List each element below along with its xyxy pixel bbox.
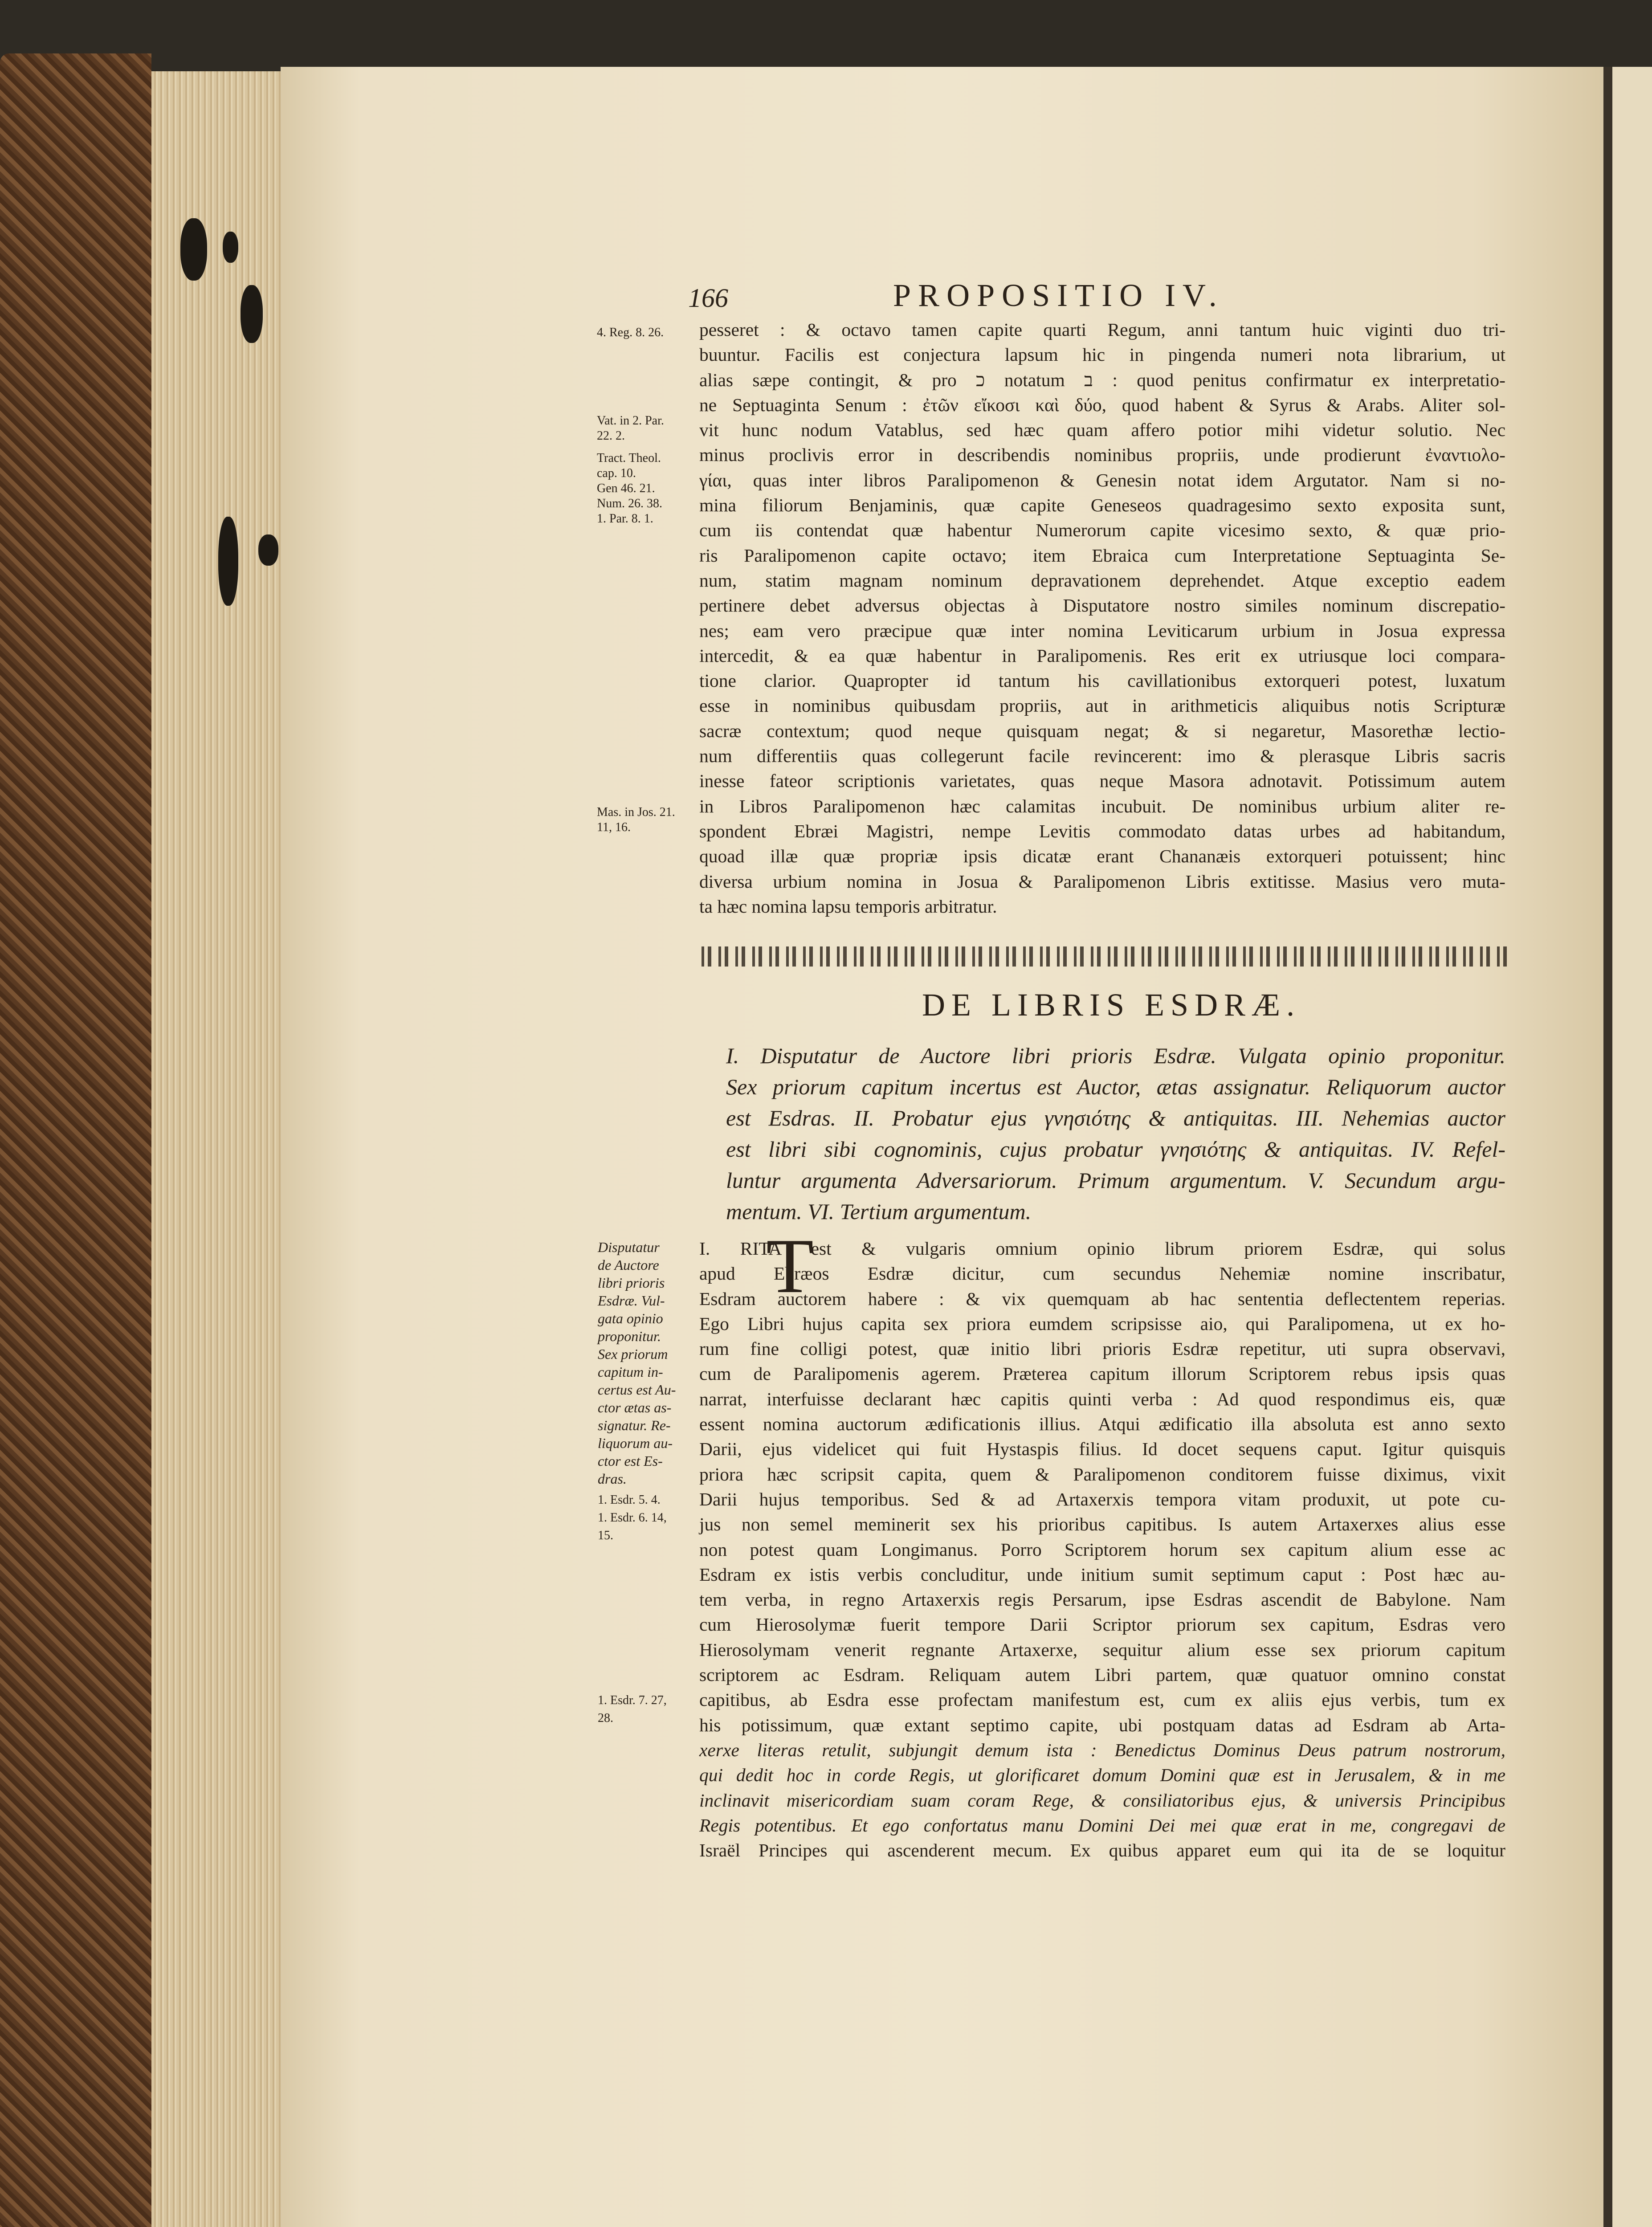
text-line: esse in nominibus quibusdam propriis, aut in arithmeticis aliquibus notis Scripturæ bbox=[699, 695, 1505, 716]
text-line: sacræ contextum; quod neque quisquam negat; & si negaretur, Masorethæ lectio- bbox=[699, 720, 1505, 741]
summary-line: luntur argumenta Adversariorum. Primum argumentum. V. Secundum argu- bbox=[726, 1168, 1505, 1193]
margin-note: proponitur. bbox=[598, 1328, 661, 1344]
text-line: quoad illæ quæ propriæ ipsis dicatæ erant Chananæis extorqueri potuissent; hinc bbox=[699, 846, 1505, 867]
text-line: ne Septuaginta Senum : ἐτῶν εἴκοσι καὶ δύο, quod habent & Syrus & Arabs. Aliter sol- bbox=[699, 394, 1505, 415]
text-line: γίαι, quas inter libros Paralipomenon & Genesin notat idem Argutator. Nam si no- bbox=[699, 469, 1505, 490]
margin-notes-top bbox=[597, 325, 697, 835]
chapter-summary bbox=[726, 1040, 1505, 1227]
margin-note: ctor ætas as- bbox=[598, 1399, 672, 1415]
margin-note: 22. 2. bbox=[597, 429, 625, 443]
text-line: qui dedit hoc in corde Regis, ut glorificaret domum Domini quæ est in Jerusalem, & in me bbox=[699, 1765, 1505, 1786]
text-line: scriptorem ac Esdram. Reliquam autem Libri partem, quæ quatuor omnino constat bbox=[699, 1664, 1505, 1685]
margin-note: signatur. Re- bbox=[598, 1417, 671, 1433]
margin-note: de Auctore bbox=[598, 1257, 659, 1273]
text-line: ris Paralipomenon capite octavo; item Ebraica cum Interpretatione Septuaginta Se- bbox=[699, 545, 1505, 566]
text-line: tione clarior. Quapropter id tantum his cavillationibus extorqueri potest, luxatum bbox=[699, 670, 1505, 691]
margin-note: 1. Esdr. 6. 14, bbox=[598, 1511, 667, 1525]
ornamental-divider bbox=[702, 946, 1508, 967]
text-line: Esdram ex istis verbis concluditur, unde initium sumit septimum caput : Post hæc au- bbox=[699, 1564, 1505, 1585]
book-binding-left bbox=[0, 53, 151, 2227]
margin-note: Tract. Theol. bbox=[597, 451, 661, 465]
text-line: jus non semel meminerit sex his prioribus capitibus. Is autem Artaxerxes alius esse bbox=[699, 1514, 1505, 1535]
margin-note: 1. Par. 8. 1. bbox=[597, 512, 653, 526]
text-line: narrat, interfuisse declarant hæc capitis quinti verba : Ad quod respondimus eis, quæ bbox=[699, 1388, 1505, 1409]
text-line: alias sæpe contingit, & pro כ notatum ב : quod penitus confirmatur ex interpretatio- bbox=[699, 369, 1505, 390]
margin-note: Num. 26. 38. bbox=[597, 497, 662, 510]
margin-note: 4. Reg. 8. 26. bbox=[597, 326, 664, 339]
text-line: cum iis contendat quæ habentur Numerorum capite vicesimo sexto, & quæ prio- bbox=[699, 520, 1505, 541]
body-text-bottom bbox=[699, 1236, 1505, 1863]
text-line: diversa urbium nomina in Josua & Paralipomenon Libris extitisse. Masius vero muta- bbox=[699, 871, 1505, 892]
margin-notes-bottom bbox=[598, 1238, 693, 1727]
margin-note: Gen 46. 21. bbox=[597, 481, 655, 495]
summary-line: Sex priorum capitum incertus est Auctor, ætas assignatur. Reliquorum auctor bbox=[726, 1074, 1505, 1099]
margin-note: 11, 16. bbox=[597, 820, 631, 834]
text-line: Hierosolymam venerit regnante Artaxerxe, sequitur alium esse sex priorum capitum bbox=[699, 1639, 1505, 1660]
text-line: Esdram auctorem habere : & vix quemquam ab hac sententia deflectentem reperias. bbox=[699, 1288, 1505, 1309]
margin-note: capitum in- bbox=[598, 1364, 663, 1380]
margin-note: dras. bbox=[598, 1471, 627, 1487]
text-line: his potissimum, quæ extant septimo capite, ubi postquam datas ad Esdram ab Arta- bbox=[699, 1714, 1505, 1735]
text-line: Darii, ejus videlicet qui fuit Hystaspis filius. Id docet sequens caput. Igitur quisquis bbox=[699, 1439, 1505, 1460]
text-line: pesseret : & octavo tamen capite quarti Regum, anni tantum huic viginti duo tri- bbox=[699, 319, 1505, 340]
margin-note: 28. bbox=[598, 1711, 613, 1725]
text-line: inclinavit misericordiam suam coram Rege, & consiliatoribus ejus, & universis Principibus bbox=[699, 1790, 1505, 1811]
text-line: Israël Principes qui ascenderent mecum. Ex quibus apparet eum qui ita de se loquitur bbox=[699, 1840, 1505, 1861]
margin-note: 1. Esdr. 5. 4. bbox=[598, 1493, 661, 1507]
text-line: minus proclivis error in describendis nominibus propriis, unde prodierunt ἐναντιολο- bbox=[699, 445, 1505, 465]
margin-note: liquorum au- bbox=[598, 1435, 673, 1451]
summary-line: I. Disputatur de Auctore libri prioris Esdræ. Vulgata opinio proponitur. bbox=[726, 1043, 1505, 1068]
text-line: num, statim magnam nominum depravationem deprehendet. Atque exceptio eadem bbox=[699, 570, 1505, 591]
summary-line: mentum. VI. Tertium argumentum. bbox=[726, 1199, 1032, 1224]
text-line: num differentiis quas collegerunt facile revincerent: imo & plerasque Libris sacris bbox=[699, 746, 1505, 767]
facing-page-edge bbox=[1603, 67, 1652, 2227]
margin-note: Sex priorum bbox=[598, 1346, 668, 1362]
text-line: I. RITA est & vulgaris omnium opinio librum priorem Esdræ, qui solus bbox=[699, 1238, 1505, 1259]
text-line: apud Ebræos Esdræ dicitur, cum secundus Nehemiæ nomine inscribatur, bbox=[699, 1263, 1505, 1284]
margin-note: ctor est Es- bbox=[598, 1453, 663, 1469]
text-line: tem verba, in regno Artaxerxis regis Persarum, ipse Esdras ascendit de Babylone. Nam bbox=[699, 1589, 1505, 1610]
margin-note: Esdræ. Vul- bbox=[598, 1293, 665, 1309]
text-line: nes; eam vero præcipue quæ inter nomina Leviticarum urbium in Josua expressa bbox=[699, 620, 1505, 641]
text-line: essent nomina auctorum ædificationis illius. Atqui ædificatio illa absoluta est anno sexto bbox=[699, 1414, 1505, 1435]
text-line: cum Hierosolymæ fuerit tempore Darii Scriptor priorum sex capitum, Esdras vero bbox=[699, 1614, 1505, 1635]
text-line: mina filiorum Benjaminis, quæ capite Geneseos quadragesimo sexto exposita sunt, bbox=[699, 495, 1505, 516]
section-title: DE LIBRIS ESDRÆ. bbox=[922, 987, 1301, 1023]
text-line: buuntur. Facilis est conjectura lapsum hic in pingenda numeri nota librarium, ut bbox=[699, 344, 1505, 365]
text-line: xerxe literas retulit, subjungit demum ista : Benedictus Dominus Deus patrum nostrorum, bbox=[699, 1739, 1505, 1760]
text-line: priora hæc scripsit capita, quem & Paralipomenon conditorem fuisse diximus, vixit bbox=[699, 1464, 1505, 1485]
text-line: Regis potentibus. Et ego confortatus manu Domini Dei mei quæ erat in me, congregavi de bbox=[699, 1815, 1505, 1835]
margin-note: certus est Au- bbox=[598, 1382, 676, 1398]
text-line: Darii hujus temporibus. Sed & ad Artaxerxis tempora vitam produxit, ut pote cu- bbox=[699, 1489, 1505, 1509]
text-line: vit hunc nodum Vatablus, sed hæc quam affero potior mihi videtur solutio. Nec bbox=[699, 420, 1505, 441]
margin-note: 15. bbox=[598, 1529, 613, 1542]
margin-note: libri prioris bbox=[598, 1275, 665, 1291]
margin-note: gata opinio bbox=[598, 1310, 663, 1326]
summary-line: est Esdras. II. Probatur ejus γνησιότης & antiquitas. III. Nehemias auctor bbox=[726, 1105, 1505, 1130]
text-line: in Libros Paralipomenon hæc calamitas incubuit. De nominibus urbium aliter re- bbox=[699, 795, 1505, 816]
page-number: 166 bbox=[688, 283, 728, 313]
margin-note: cap. 10. bbox=[597, 466, 636, 480]
text-line: spondent Ebræi Magistri, nempe Levitis commodato datas urbes ad habitandum, bbox=[699, 820, 1505, 841]
margin-note: Mas. in Jos. 21. bbox=[597, 805, 675, 819]
text-line: cum de Paralipomenis agerem. Præterea capitum illorum Scriptorem rebus ipsis quas bbox=[699, 1363, 1505, 1384]
margin-note: Vat. in 2. Par. bbox=[597, 414, 664, 428]
text-line: capitibus, ab Esdra esse profectam manifestum est, cum ex aliis ejus verbis, tum ex bbox=[699, 1689, 1505, 1710]
drop-cap: T bbox=[766, 1223, 814, 1309]
summary-line: est libri sibi cognominis, cujus probatur γνησιότης & antiquitas. IV. Refel- bbox=[726, 1137, 1505, 1162]
page-edges bbox=[151, 71, 281, 2227]
running-title: PROPOSITIO IV. bbox=[893, 277, 1224, 313]
text-line: non potest quam Longimanus. Porro Scriptorem horum sex capitum alium esse ac bbox=[699, 1539, 1505, 1560]
margin-note: Disputatur bbox=[598, 1239, 660, 1255]
text-line: ta hæc nomina lapsu temporis arbitratur. bbox=[699, 896, 997, 917]
body-text-top bbox=[699, 317, 1505, 919]
text-line: inesse fateor scriptionis varietates, quas neque Masora adnotavit. Potissimum autem bbox=[699, 771, 1505, 791]
text-line: pertinere debet adversus objectas à Disputatore nostro similes nominum discrepatio- bbox=[699, 595, 1505, 616]
text-line: intercedit, & ea quæ habentur in Paralipomenis. Res erit ex utriusque loci compara- bbox=[699, 645, 1505, 666]
text-line: rum fine colligi potest, quæ initio libri prioris Esdræ repetitur, uti supra observavi, bbox=[699, 1338, 1505, 1359]
margin-note: 1. Esdr. 7. 27, bbox=[598, 1693, 667, 1707]
text-line: Ego Libri hujus capita sex priora eumdem scripsisse aio, qui Paralipomena, ut ex ho- bbox=[699, 1313, 1505, 1334]
